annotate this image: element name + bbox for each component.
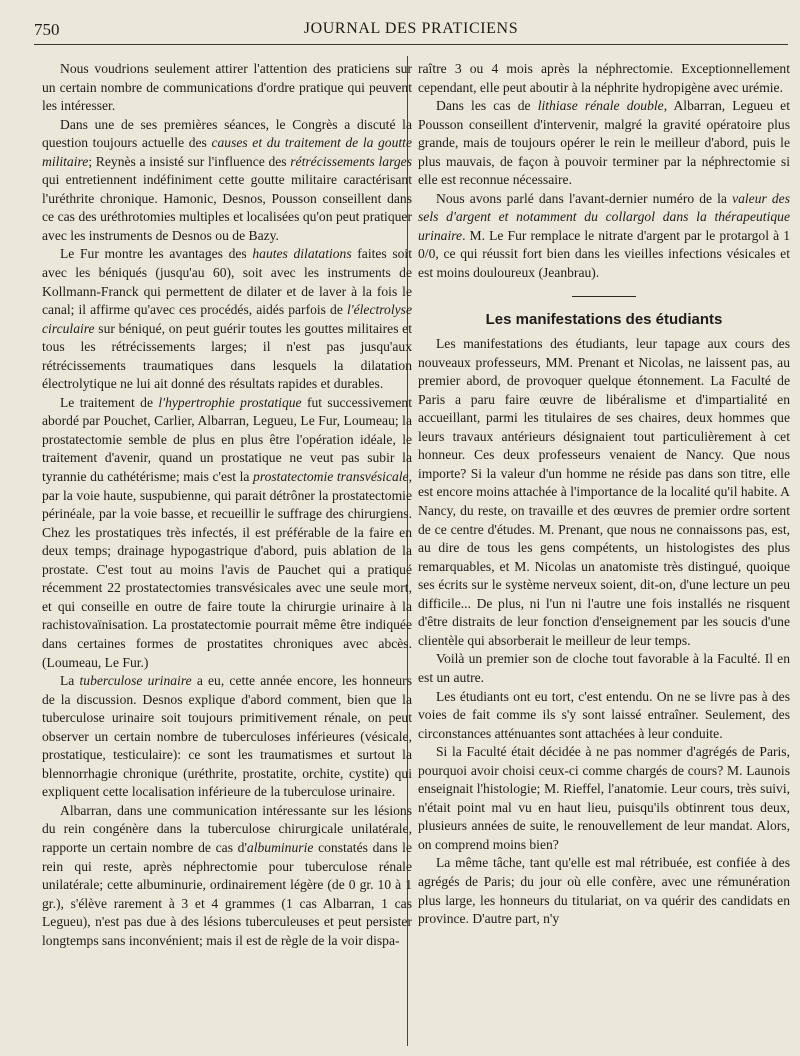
paragraph: Voilà un premier son de cloche tout favorable à la Faculté. Il en est un autre. <box>418 651 790 685</box>
paragraph: Nous voudrions seulement attirer l'attention des praticiens sur un certain nombre de communications d'ordre pratique qui peuvent les intéresser. <box>42 61 412 114</box>
section-title: Les manifestations des étudiants <box>485 310 723 328</box>
paragraph: La tuberculose urinaire a eu, cette année encore, les honneurs de la discussion. Desnos explique d'abord comment, bien que la tuberculose urinaire soit toujours primitivement rénale, on peut observer un certain nombre de tuberculoses inférieures (vésicale, prostatique, testiculaire): ce sont les traumatismes et surtout la blennorrhagie chronique (uréthrite, prostatite, orchite, cystite) qui expliquent cette localisation inférieure de la tuberculose urinaire. <box>42 673 412 800</box>
section-separator <box>572 296 636 297</box>
paragraph: La même tâche, tant qu'elle est mal rétribuée, est confiée à des agrégés de Paris; du jour où elle confère, avec une rémunération plus large, les honneurs du titulariat, on va quérir des candidats en province. D'autre part, n'y <box>418 855 790 927</box>
paragraph: Dans une de ses premières séances, le Congrès a discuté la question toujours actuelle des causes et du traitement de la goutte militaire; Reynès a insisté sur l'influence des rétrécissements larges qui entretiennent indéfiniment cette goutte militaire caractérisant l'uréthrite chronique. Hamonic, Desnos, Pousson conseillent dans ce cas des uréthrotomies multiples et localisées qu'on peut pratiquer avec les instruments de Desnos ou de Bazy. <box>42 116 412 243</box>
paragraph: Si la Faculté était décidée à ne pas nommer d'agrégés de Paris, pourquoi avoir choisi ceux-ci comme chargés de cours? M. Launois enseignait l'histologie; M. Rieffel, l'anatomie. Leur cours, très suivi, n'était point mal vu en haut lieu, puisqu'ils obtinrent tous deux, plusieurs années de suite, le renouvellement de leur mandat. Alors, on comprend moins bien? <box>418 744 790 852</box>
paragraph: Le traitement de l'hypertrophie prostatique fut successivement abordé par Pouchet, Carlier, Albarran, Legueu, Le Fur, Loumeau; la prostatectomie semble de plus en plus être l'opération idéale, le traitement d'avenir, quand un prostatique ne veut pas subir la tyrannie du cathétérisme; mais c'est la prostatectomie transvésicale, par la voie haute, suspubienne, qui parait détrôner la prostatectomie périnéale, par la voie basse, et recueillir le suffrage des chirurgiens. Chez les prostatiques très infectés, il est préférable de la faire en deux temps; drainage hypogastrique d'abord, puis ablation de la prostate. C'est tout au moins l'avis de Pauchet qui a pratiqué récemment 22 prostatectomies transvésicales avec une seule mort, et qui conseille en outre de faire toute la chirurgie urinaire à la rachistovaïnisation. La prostatectomie pourrait même être indiquée dans certaines formes de prostatites chroniques avec abcès. (Loumeau, Le Fur.) <box>42 394 412 670</box>
page-number: 750 <box>34 20 60 39</box>
left-column <box>42 60 412 950</box>
journal-title: JOURNAL DES PRATICIENS <box>303 20 519 37</box>
paragraph: Les étudiants ont eu tort, c'est entendu. On ne se livre pas à des voies de fait comme ils s'y sont laissé entraîner. Seulement, des circonstances atténuantes sont attachées à leur conduite. <box>418 688 790 741</box>
paragraph: Albarran, dans une communication intéressante sur les lésions du rein congénère dans la tuberculose chirurgicale unilatérale, rapporte un certain nombre de cas d'albuminurie constatés dans le rein qui reste, après néphrectomie pour tuberculose rénale unilatérale; cette albuminurie, ordinairement légère (de 0 gr. 10 à 1 gr.), s'élève rarement à 3 et 4 grammes (1 cas Albarran, 1 cas Legueu), n'est pas due à des lésions tuberculeuses et peut persister longtemps sans inconvénient; mais il est de règle de la voir dispa- <box>42 802 412 948</box>
paragraph: Nous avons parlé dans l'avant-dernier numéro de la valeur des sels d'argent et notamment du collargol dans la thérapeutique urinaire. M. Le Fur remplace le nitrate d'argent par le protargol à 1 0/0, ce qui réussit fort bien dans les vieilles infections vésicales et est moins douloureux (Jeanbrau). <box>418 190 790 281</box>
paragraph: raître 3 ou 4 mois après la néphrectomie. Exceptionnellement cependant, elle peut aboutir à la néphrite hydropigène avec urémie. <box>418 61 790 95</box>
paragraph: Les manifestations des étudiants, leur tapage aux cours des nouveaux professeurs, MM. Prenant et Nicolas, ne laissent pas, au premier abord, de provoquer quelque étonnement. La Faculté de Paris a paru faire œuvre de libéralisme et d'impartialité en accueillant, parmi les titulaires de ses chaires, deux hommes que leurs travaux antérieurs désignaient tout particulièrement à cet honneur. Ces deux professeurs venaient de Nancy. Que nous importe? Si la valeur d'un homme ne réside pas dans son titre, elle est encore moins attachée à l'importance de la localité qu'il habite. A Nancy, du reste, on travaille et des œuvres de premier ordre sortent de ce centre d'études. M. Prenant, que nous ne connaissons pas, est, au dire de tous les gens compétents, un histologistes des plus remarquables, et M. Nicolas un anatomiste très distingué, quoique ses écrits sur le système nerveux soient, dit-on, d'une lecture un peu difficile... De plus, ni l'un ni l'autre une fois installés ne risquent d'être distraits de leur fonction d'enseignement par les soucis d'une clientèle qui absorberait le meilleur de leur temps. <box>418 336 790 648</box>
right-column <box>418 60 790 929</box>
paragraph: Dans les cas de lithiase rénale double, Albarran, Legueu et Pousson conseillent d'intervenir, malgré la gravité opératoire plus grande, mais de toujours opérer le rein le meilleur d'abord, puis le plus mauvais, de façon à pouvoir terminer par la néphrectomie si elle est reconnue nécessaire. <box>418 98 790 188</box>
paragraph: Le Fur montre les avantages des hautes dilatations faites soit avec les béniqués (jusqu'au 60), soit avec les instruments de Kollmann-Franck qui permettent de dilater et de laver à la fois le canal; il affirme qu'avec ces procédés, aidés parfois de l'électrolyse circulaire sur béniqué, on peut guérir toutes les gouttes militaires et tous les rétrécissements larges; il n'est pas jusqu'aux rétrécissements traumatiques dans lesquels la dilatation électrolytique ne lui ait donné des résultats rapides et durables. <box>42 246 412 392</box>
page-header <box>34 14 788 45</box>
